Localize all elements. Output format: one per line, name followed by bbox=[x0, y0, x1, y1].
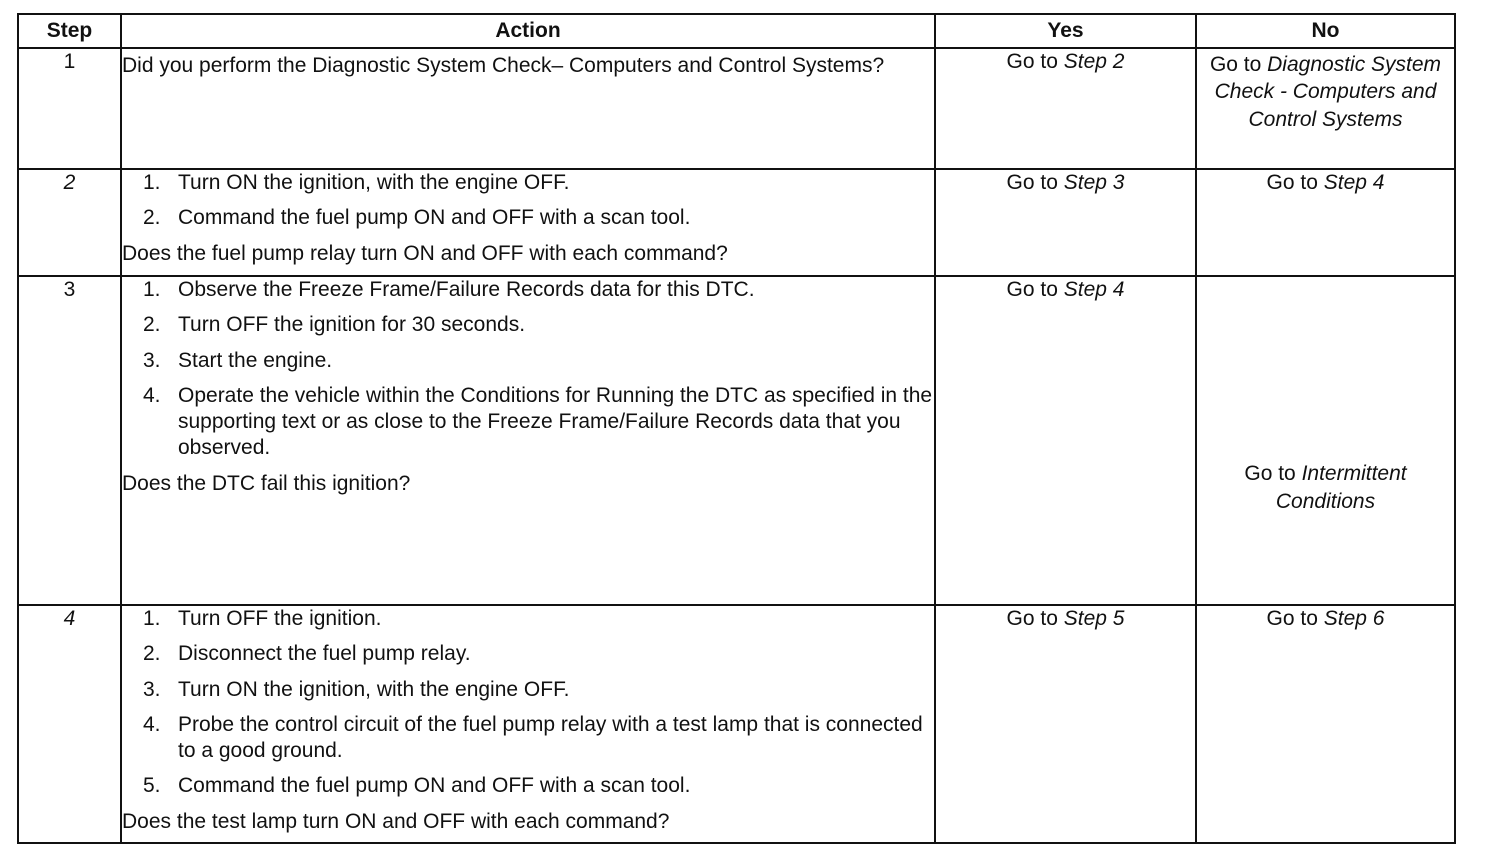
step-number: 1 bbox=[18, 48, 121, 169]
yes-prefix: Go to bbox=[1006, 171, 1064, 194]
step-number: 3 bbox=[18, 276, 121, 605]
yes-cell bbox=[935, 169, 1196, 276]
no-link[interactable]: Intermittent Conditions bbox=[1275, 462, 1407, 513]
yes-prefix: Go to bbox=[1006, 278, 1064, 301]
action-question: Does the DTC fail this ignition? bbox=[122, 471, 411, 495]
action-step-item: 2. Disconnect the fuel pump relay. bbox=[143, 642, 471, 666]
no-prefix: Go to bbox=[1209, 53, 1268, 76]
action-step-item: 1. Turn OFF the ignition. bbox=[143, 607, 382, 630]
table-row bbox=[18, 169, 1455, 276]
yes-cell bbox=[935, 48, 1196, 169]
no-cell bbox=[1196, 169, 1455, 276]
action-steps bbox=[122, 606, 934, 800]
no-link[interactable]: Step 6 bbox=[1323, 607, 1385, 630]
yes-cell bbox=[935, 605, 1196, 843]
action-step-item: 3. Start the engine. bbox=[143, 348, 333, 372]
no-link[interactable]: Diagnostic System Check - Computers and Control Systems bbox=[1214, 53, 1442, 131]
action-step-item: 2. Turn OFF the ignition for 30 seconds. bbox=[143, 313, 526, 337]
action-step-item: 1. Turn ON the ignition, with the engine OFF. bbox=[143, 171, 570, 194]
action-steps bbox=[122, 277, 934, 462]
no-cell bbox=[1196, 48, 1455, 169]
action-cell bbox=[121, 276, 935, 605]
yes-prefix: Go to bbox=[1006, 50, 1064, 73]
yes-prefix: Go to bbox=[1006, 607, 1064, 630]
action-step-item: 2. Command the fuel pump ON and OFF with a scan tool. bbox=[143, 206, 691, 230]
action-step-item: 4. Operate the vehicle within the Conditions for Running the DTC as specified in the supporting text or as close to the Freeze Frame/Failure Records data that you observed. bbox=[143, 383, 933, 460]
action-step-item: 3. Turn ON the ignition, with the engine OFF. bbox=[143, 677, 570, 701]
table-row bbox=[18, 605, 1455, 843]
table-row bbox=[18, 48, 1455, 169]
header-yes: Yes bbox=[935, 14, 1196, 48]
no-link[interactable]: Step 4 bbox=[1323, 171, 1385, 194]
action-cell bbox=[121, 48, 935, 169]
yes-link[interactable]: Step 3 bbox=[1063, 171, 1125, 194]
action-cell bbox=[121, 605, 935, 843]
no-prefix: Go to bbox=[1266, 171, 1324, 194]
yes-cell bbox=[935, 276, 1196, 605]
yes-link[interactable]: Step 5 bbox=[1063, 607, 1125, 630]
no-cell bbox=[1196, 276, 1455, 605]
header-action: Action bbox=[121, 14, 935, 48]
no-prefix: Go to bbox=[1244, 462, 1302, 486]
action-question: Does the test lamp turn ON and OFF with each command? bbox=[122, 809, 670, 833]
yes-link[interactable]: Step 2 bbox=[1063, 50, 1125, 73]
header-step: Step bbox=[18, 14, 121, 48]
diagnostic-table bbox=[17, 13, 1456, 844]
header-row bbox=[18, 14, 1455, 48]
action-step-item: 1. Observe the Freeze Frame/Failure Records data for this DTC. bbox=[143, 278, 755, 301]
action-step-item: 4. Probe the control circuit of the fuel pump relay with a test lamp that is connected to a good ground. bbox=[143, 712, 923, 762]
step-number: 4 bbox=[18, 605, 121, 843]
action-cell bbox=[121, 169, 935, 276]
no-cell bbox=[1196, 605, 1455, 843]
no-prefix: Go to bbox=[1266, 607, 1324, 630]
yes-link[interactable]: Step 4 bbox=[1063, 278, 1125, 301]
action-step-item: 5. Command the fuel pump ON and OFF with a scan tool. bbox=[143, 774, 691, 798]
table-row bbox=[18, 276, 1455, 605]
action-steps bbox=[122, 170, 934, 232]
action-question: Does the fuel pump relay turn ON and OFF with each command? bbox=[122, 241, 728, 265]
header-no: No bbox=[1196, 14, 1455, 48]
step-number: 2 bbox=[18, 169, 121, 276]
action-question: Did you perform the Diagnostic System Check– Computers and Control Systems? bbox=[122, 54, 885, 77]
